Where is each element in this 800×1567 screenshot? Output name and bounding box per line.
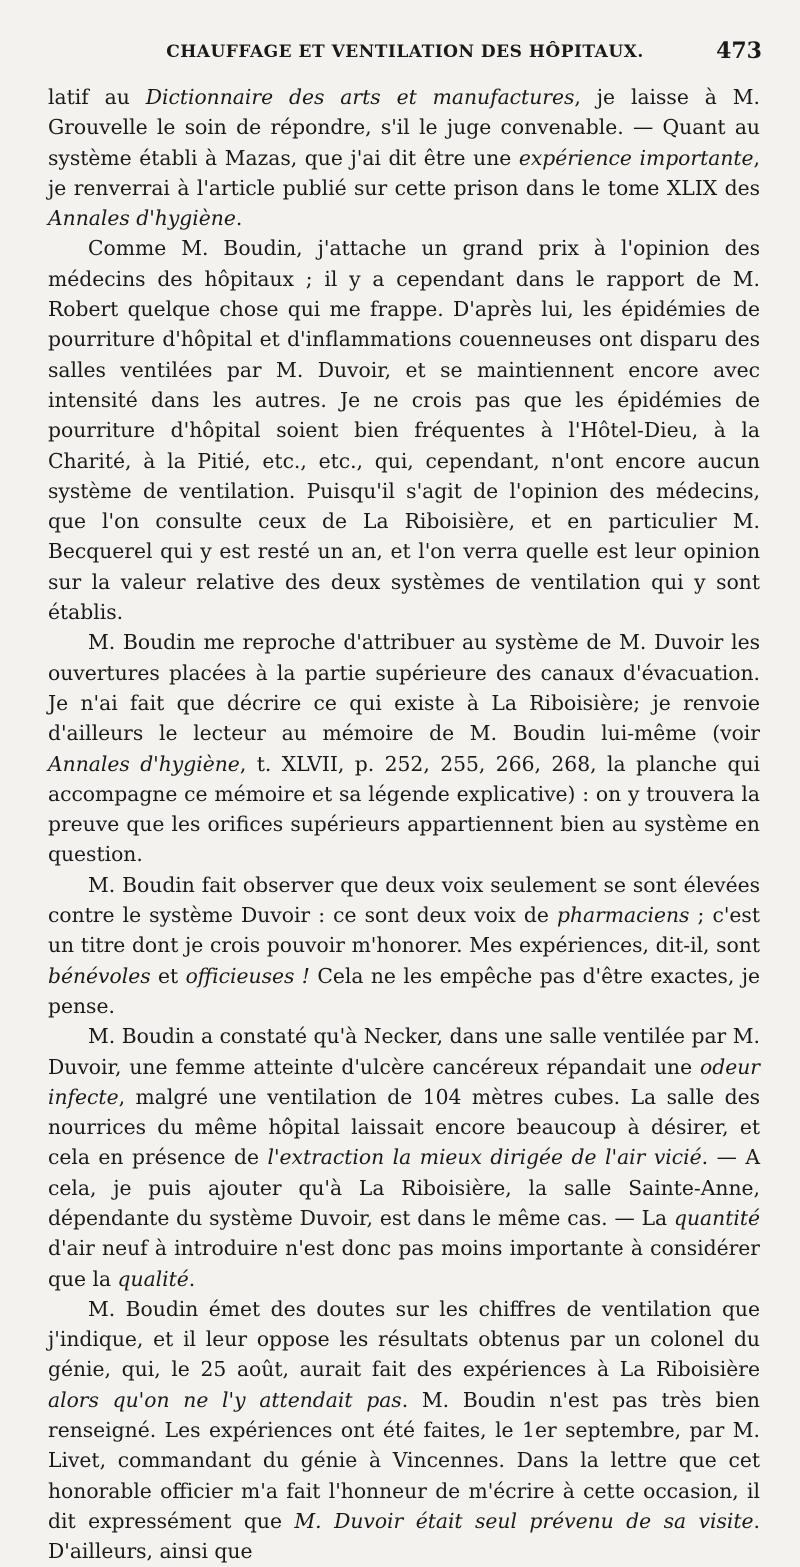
italic-text: bénévoles bbox=[48, 963, 151, 988]
italic-text: Annales d'hygiène bbox=[48, 206, 236, 231]
text-run: M. Boudin émet des doutes sur les chiffres de ventilation que j'indique, et il leur oppose les résultats obtenus par un colonel du génie, qui, le 25 août, aurait fait des expériences à La Riboisière bbox=[48, 1296, 760, 1382]
page-number: 473 bbox=[716, 38, 762, 64]
text-run: . bbox=[188, 1266, 196, 1291]
text-run: , malgré une ventilation de 104 mètres cubes. La salle des nourrices du même hôpital laissait encore beaucoup à désirer, et cela en présence de bbox=[48, 1084, 760, 1170]
italic-text: quantité bbox=[674, 1205, 760, 1230]
text-run: . M. Boudin n'est pas très bien renseigné. Les expériences ont été faites, le 1er septembre, par M. Livet, commandant du génie à Vincennes. Dans la lettre que cet honorable officier m'a fait l'honneur de m'écrire à cette occasion, il dit expressément que bbox=[48, 1387, 760, 1533]
text-run: M. Boudin a constaté qu'à Necker, dans une salle ventilée par M. Duvoir, une femme atteinte d'ulcère cancéreux répandait une bbox=[48, 1024, 760, 1079]
text-run: , t. XLVII, p. 252, 255, 266, 268, la planche qui accompagne ce mémoire et sa légende explicative) : on y trouvera la preuve que les orifices supérieurs appartiennent bien au système en question. bbox=[48, 751, 760, 867]
italic-text: Dictionnaire des arts et manufactures bbox=[145, 85, 575, 109]
italic-text: expérience importante bbox=[518, 145, 754, 170]
paragraph-2 bbox=[48, 233, 760, 627]
text-run: et bbox=[150, 963, 186, 988]
text-run: ; c'est un titre dont je crois pouvoir m'honorer. Mes expériences, dit-il, sont bbox=[48, 903, 760, 958]
paragraph-5 bbox=[48, 1021, 760, 1294]
paragraph-3 bbox=[48, 627, 760, 869]
text-run: Comme M. Boudin, j'attache un grand prix à l'opinion des médecins des hôpitaux ; il y a cependant dans le rapport de M. Robert quelque chose qui me frappe. D'après lui, les épidémies de pourriture d'hôpital et d'inflammations couenneuses ont disparu des salles ventilées par M. Duvoir, et se maintiennent encore avec intensité dans les autres. Je ne crois pas que les épidémies de pourriture d'hôpital soient bien fréquentes à l'Hôtel-Dieu, à la Charité, à la Pitié, etc., etc., qui, cependant, n'ont encore aucun système de ventilation. Puisqu'il s'agit de l'opinion des médecins, que l'on consulte ceux de La Riboisière, et en particulier M. Becquerel qui y est resté un an, et l'on verra quelle est leur opinion sur la valeur relative des deux systèmes de ventilation qui y sont établis. bbox=[48, 236, 760, 625]
text-run: . — A cela, je puis ajouter qu'à La Riboisière, la salle Sainte-Anne, dépendante du système Duvoir, est dans le même cas. — La bbox=[48, 1145, 760, 1230]
italic-text: qualité bbox=[117, 1266, 189, 1291]
italic-text: odeur infecte bbox=[48, 1054, 760, 1109]
running-title: CHAUFFAGE ET VENTILATION DES HÔPITAUX. bbox=[166, 42, 644, 62]
text-run: . D'ailleurs, ainsi que bbox=[48, 1508, 760, 1564]
italic-text: l'extraction la mieux dirigée de l'air vicié bbox=[267, 1145, 702, 1170]
text-run: . bbox=[235, 206, 243, 231]
page-header bbox=[48, 38, 762, 78]
italic-text: officieuses ! bbox=[185, 963, 310, 988]
text-run: , je laisse à M. Grouvelle le soin de répondre, s'il le juge convenable. — Quant au système établi à Mazas, que j'ai dit être une bbox=[48, 85, 760, 170]
body-text bbox=[48, 82, 760, 1567]
text-run: , je renverrai à l'article publié sur cette prison dans le tome XLIX des bbox=[48, 145, 760, 200]
text-run: M. Boudin me reproche d'attribuer au système de M. Duvoir les ouvertures placées à la partie supérieure des canaux d'évacuation. Je n'ai fait que décrire ce qui existe à La Riboisière; je renvoie d'ailleurs le lecteur au mémoire de M. Boudin lui-même (voir bbox=[48, 630, 760, 746]
italic-text: pharmaciens bbox=[556, 903, 690, 928]
text-run: latif au bbox=[48, 85, 146, 109]
text-run: M. Boudin fait observer que deux voix seulement se sont élevées contre le système Duvoir : ce sont deux voix de bbox=[48, 872, 760, 928]
paragraph-6 bbox=[48, 1294, 760, 1567]
italic-text: alors qu'on ne l'y attendait pas bbox=[48, 1387, 402, 1412]
paragraph-1 bbox=[48, 82, 760, 233]
italic-text: M. Duvoir était seul prévenu de sa visite bbox=[294, 1508, 754, 1533]
text-run: Cela ne les empêche pas d'être exactes, je pense. bbox=[48, 963, 760, 1018]
paragraph-4 bbox=[48, 870, 760, 1021]
text-run: d'air neuf à introduire n'est donc pas moins importante à considérer que la bbox=[48, 1236, 760, 1291]
italic-text: Annales d'hygiène bbox=[48, 751, 240, 776]
